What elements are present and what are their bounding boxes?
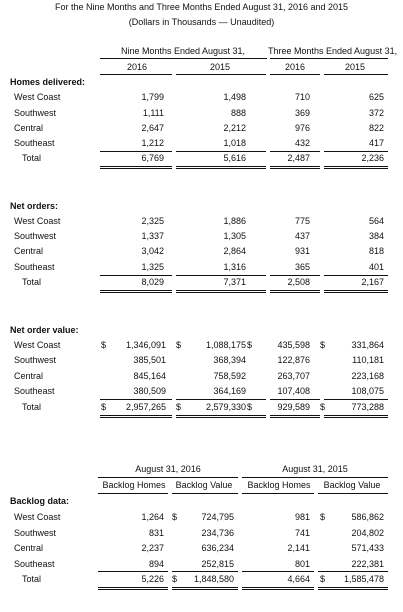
table-cell: 888 — [230, 108, 246, 118]
table-cell: 586,862 — [351, 512, 384, 522]
table-cell: 2,864 — [223, 246, 246, 256]
table-cell: 773,288 — [351, 402, 384, 412]
backlog-col-value-2016: Backlog Value — [175, 480, 233, 490]
table-cell: 380,509 — [133, 386, 166, 396]
backlog-header-divider — [98, 477, 238, 478]
backlog-date-2016: August 31, 2016 — [135, 464, 201, 474]
total-rule — [176, 151, 266, 152]
table-cell: 1,111 — [142, 108, 164, 118]
table-cell: 437 — [294, 231, 310, 241]
row-label: Central — [14, 123, 44, 133]
table-cell: 204,802 — [351, 528, 384, 538]
table-cell: 1,799 — [141, 92, 164, 102]
total-rule — [176, 275, 266, 276]
double-rule — [242, 589, 314, 590]
row-label: Southeast — [14, 386, 55, 396]
double-rule — [318, 589, 388, 590]
table-cell: 724,795 — [201, 512, 234, 522]
total-rule — [100, 151, 172, 152]
row-label: West Coast — [14, 92, 61, 102]
dollar-sign: $ — [247, 340, 253, 350]
backlog-header-divider — [242, 477, 388, 478]
total-rule — [100, 399, 172, 400]
row-label: Central — [14, 371, 44, 381]
row-label: Southwest — [14, 528, 57, 538]
double-rule — [242, 587, 314, 588]
double-rule — [270, 417, 320, 418]
section-net-order-value: Net order value: — [10, 325, 79, 335]
double-rule — [172, 587, 238, 588]
total-rule — [176, 399, 266, 400]
table-cell: 2,141 — [287, 543, 310, 553]
backlog-col-homes-2015: Backlog Homes — [247, 480, 311, 490]
section-homes-delivered: Homes delivered: — [10, 77, 86, 87]
table-cell: 1,088,175 — [205, 340, 246, 350]
row-label-total: Total — [22, 277, 42, 287]
table-cell: 372 — [368, 108, 384, 118]
table-cell: 7,371 — [223, 277, 246, 287]
double-rule — [100, 417, 172, 418]
dollar-sign: $ — [176, 340, 182, 350]
double-rule — [100, 292, 172, 293]
double-rule — [176, 417, 266, 418]
table-cell: 822 — [368, 123, 384, 133]
header-three-months: Three Months Ended August 31, — [268, 46, 398, 56]
table-cell: 365 — [294, 262, 310, 272]
row-label: Southwest — [14, 355, 57, 365]
table-cell: 432 — [294, 138, 310, 148]
double-rule — [324, 290, 388, 291]
header-year-2016-three: 2016 — [284, 62, 306, 72]
section-backlog: Backlog data: — [10, 496, 70, 506]
total-rule — [242, 571, 314, 572]
double-rule — [270, 415, 320, 416]
double-rule — [98, 589, 168, 590]
double-rule — [270, 166, 320, 167]
table-cell: 364,169 — [213, 386, 246, 396]
double-rule — [100, 290, 172, 291]
double-rule — [100, 166, 172, 167]
double-rule — [176, 415, 266, 416]
dollar-sign: $ — [172, 574, 178, 584]
table-cell: 5,226 — [141, 574, 164, 584]
year-divider — [100, 74, 172, 75]
row-label: Central — [14, 543, 44, 553]
dollar-sign: $ — [172, 512, 178, 522]
row-label: Southeast — [14, 559, 55, 569]
table-cell: 2,237 — [141, 543, 164, 553]
table-cell: 385,501 — [133, 355, 166, 365]
table-cell: 3,042 — [141, 246, 164, 256]
row-label: Southwest — [14, 231, 57, 241]
total-rule — [318, 571, 388, 572]
table-cell: 108,075 — [351, 386, 384, 396]
table-cell: 384 — [368, 231, 384, 241]
report-title: For the Nine Months and Three Months Ended August 31, 2016 and 2015 — [54, 2, 349, 12]
table-cell: 1,212 — [141, 138, 164, 148]
header-nine-months: Nine Months Ended August 31, — [120, 46, 246, 56]
table-cell: 1,018 — [223, 138, 246, 148]
row-label-total: Total — [22, 402, 42, 412]
table-cell: 5,616 — [223, 153, 246, 163]
double-rule — [324, 168, 388, 169]
table-cell: 2,167 — [361, 277, 384, 287]
year-divider — [324, 74, 388, 75]
backlog-col-value-2015: Backlog Value — [323, 480, 381, 490]
dollar-sign: $ — [320, 574, 326, 584]
row-label: Central — [14, 246, 44, 256]
table-cell: 1,316 — [223, 262, 246, 272]
table-cell: 758,592 — [213, 371, 246, 381]
report-subtitle: (Dollars in Thousands — Unaudited) — [128, 17, 275, 27]
dollar-sign: $ — [176, 402, 182, 412]
table-cell: 252,815 — [201, 559, 234, 569]
table-cell: 2,236 — [361, 153, 384, 163]
double-rule — [172, 589, 238, 590]
table-cell: 401 — [368, 262, 384, 272]
table-cell: 564 — [368, 216, 384, 226]
header-year-2015-nine: 2015 — [209, 62, 231, 72]
dollar-sign: $ — [101, 402, 107, 412]
table-cell: 1,337 — [141, 231, 164, 241]
table-cell: 976 — [294, 123, 310, 133]
total-rule — [172, 571, 238, 572]
table-cell: 4,664 — [287, 574, 310, 584]
table-cell: 368,394 — [213, 355, 246, 365]
table-cell: 710 — [294, 92, 310, 102]
double-rule — [176, 166, 266, 167]
double-rule — [270, 168, 320, 169]
table-cell: 2,508 — [287, 277, 310, 287]
row-label-total: Total — [22, 574, 42, 584]
total-rule — [324, 275, 388, 276]
total-rule — [270, 275, 320, 276]
double-rule — [324, 417, 388, 418]
double-rule — [324, 292, 388, 293]
total-rule — [324, 399, 388, 400]
table-cell: 775 — [294, 216, 310, 226]
table-cell: 1,325 — [141, 262, 164, 272]
table-cell: 435,598 — [277, 340, 310, 350]
table-cell: 2,957,265 — [125, 402, 166, 412]
table-cell: 417 — [368, 138, 384, 148]
table-cell: 929,589 — [277, 402, 310, 412]
header-year-2016-nine: 2016 — [126, 62, 148, 72]
table-cell: 625 — [368, 92, 384, 102]
row-label: Southeast — [14, 262, 55, 272]
row-label: West Coast — [14, 340, 61, 350]
table-cell: 741 — [294, 528, 310, 538]
table-cell: 1,886 — [223, 216, 246, 226]
header-year-2015-three: 2015 — [344, 62, 366, 72]
table-cell: 1,346,091 — [125, 340, 166, 350]
total-rule — [324, 151, 388, 152]
dollar-sign: $ — [320, 512, 326, 522]
table-cell: 831 — [148, 528, 164, 538]
total-rule — [100, 275, 172, 276]
header-divider-nine — [100, 58, 267, 59]
year-divider — [176, 74, 266, 75]
total-rule — [270, 399, 320, 400]
backlog-col-divider — [98, 493, 168, 494]
table-cell: 894 — [148, 559, 164, 569]
year-divider — [270, 74, 320, 75]
table-cell: 1,585,478 — [343, 574, 384, 584]
table-cell: 1,305 — [223, 231, 246, 241]
double-rule — [270, 290, 320, 291]
table-cell: 222,381 — [351, 559, 384, 569]
dollar-sign: $ — [247, 402, 253, 412]
table-cell: 931 — [294, 246, 310, 256]
table-cell: 2,325 — [141, 216, 164, 226]
double-rule — [98, 587, 168, 588]
double-rule — [324, 166, 388, 167]
double-rule — [100, 168, 172, 169]
table-cell: 2,579,330 — [205, 402, 246, 412]
table-cell: 981 — [294, 512, 310, 522]
backlog-col-homes-2016: Backlog Homes — [102, 480, 166, 490]
table-cell: 2,212 — [223, 123, 246, 133]
row-label-total: Total — [22, 153, 42, 163]
table-cell: 331,864 — [351, 340, 384, 350]
table-cell: 636,234 — [201, 543, 234, 553]
double-rule — [176, 292, 266, 293]
dollar-sign: $ — [101, 340, 107, 350]
table-cell: 6,769 — [141, 153, 164, 163]
double-rule — [270, 292, 320, 293]
table-cell: 263,707 — [277, 371, 310, 381]
row-label: Southwest — [14, 108, 57, 118]
double-rule — [100, 415, 172, 416]
table-cell: 801 — [294, 559, 310, 569]
table-cell: 1,498 — [223, 92, 246, 102]
row-label: West Coast — [14, 512, 61, 522]
table-cell: 1,264 — [141, 512, 164, 522]
table-cell: 845,164 — [133, 371, 166, 381]
row-label: West Coast — [14, 216, 61, 226]
double-rule — [324, 415, 388, 416]
table-cell: 2,647 — [141, 123, 164, 133]
table-cell: 122,876 — [277, 355, 310, 365]
table-cell: 818 — [368, 246, 384, 256]
table-cell: 8,029 — [141, 277, 164, 287]
backlog-col-divider — [242, 493, 314, 494]
table-cell: 369 — [294, 108, 310, 118]
total-rule — [98, 571, 168, 572]
header-divider-three — [270, 58, 388, 59]
double-rule — [176, 290, 266, 291]
table-cell: 107,408 — [277, 386, 310, 396]
double-rule — [318, 587, 388, 588]
table-cell: 2,487 — [287, 153, 310, 163]
row-label: Southeast — [14, 138, 55, 148]
backlog-date-2015: August 31, 2015 — [282, 464, 348, 474]
table-cell: 234,736 — [201, 528, 234, 538]
table-cell: 110,181 — [352, 355, 384, 365]
table-cell: 1,848,580 — [193, 574, 234, 584]
section-net-orders: Net orders: — [10, 201, 59, 211]
table-cell: 571,433 — [351, 543, 384, 553]
double-rule — [176, 168, 266, 169]
dollar-sign: $ — [320, 340, 326, 350]
dollar-sign: $ — [320, 402, 326, 412]
backlog-col-divider — [318, 493, 388, 494]
table-cell: 223,168 — [351, 371, 384, 381]
backlog-col-divider — [172, 493, 238, 494]
total-rule — [270, 151, 320, 152]
